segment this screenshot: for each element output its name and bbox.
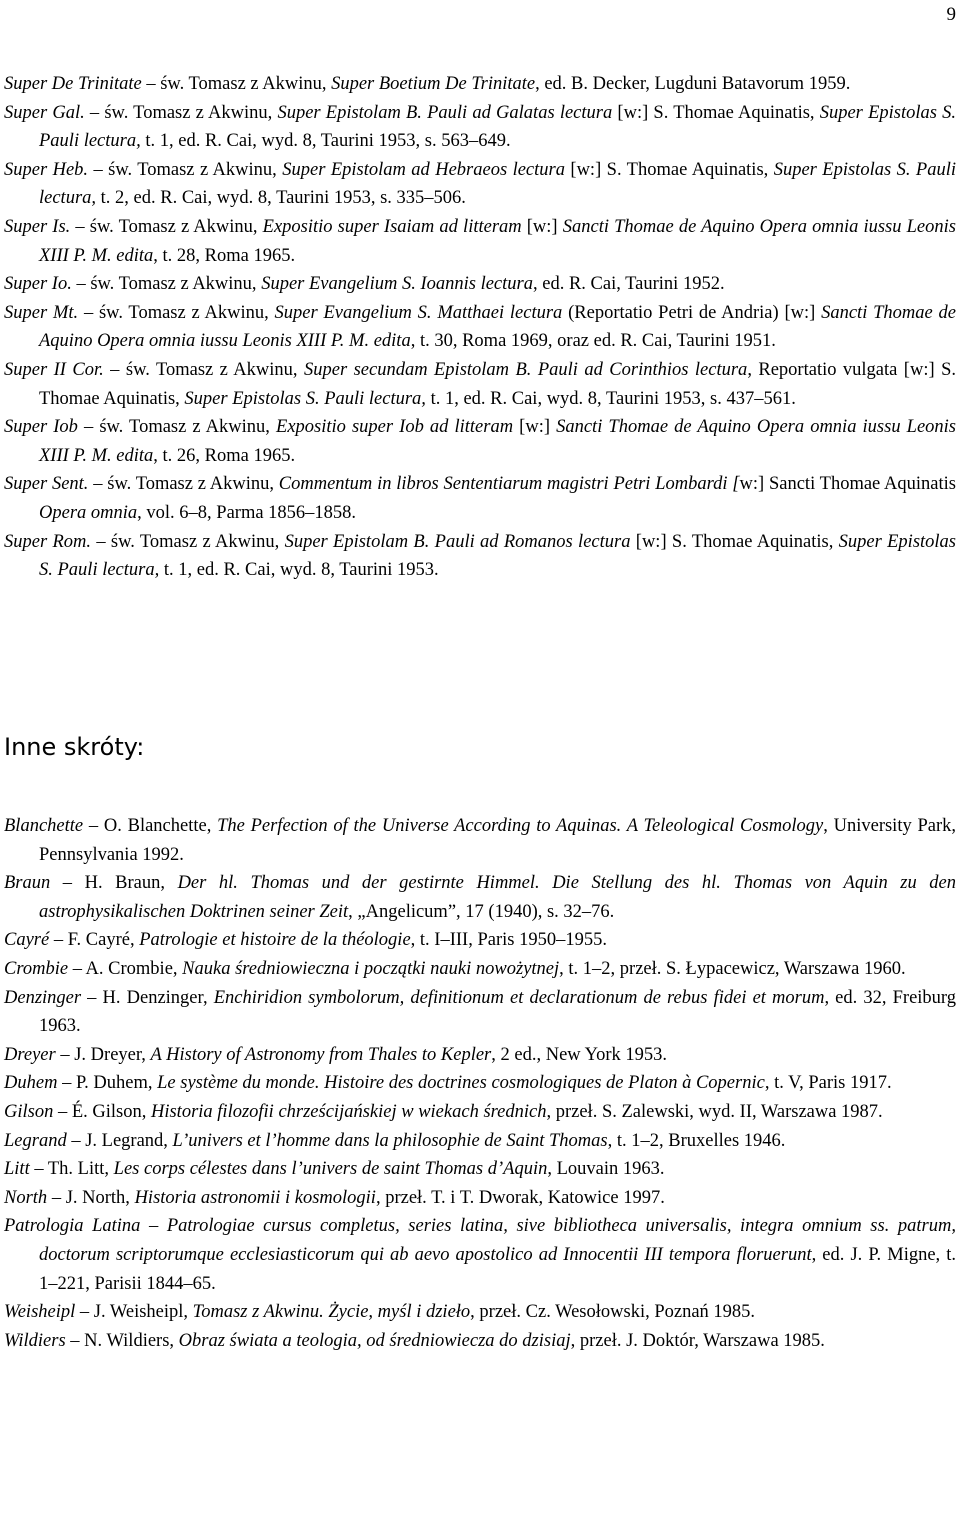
entry-text: , t. 1–2, przeł. S. Łypacewicz, Warszawa 1960. [559, 958, 906, 979]
entry-key: Patrologia Latina [4, 1216, 141, 1237]
bibliography-entry [4, 270, 956, 299]
other-abbreviation-list [4, 812, 956, 1355]
entry-text: , przeł. Cz. Wesołowski, Poznań 1985. [470, 1302, 756, 1323]
entry-text: – H. Denzinger, [81, 987, 214, 1008]
entry-title: Super Epistolas S. Pauli lectura, [184, 388, 426, 409]
entry-title: Historia astronomii i kosmologii [134, 1187, 376, 1208]
entry-title: Super Epistolam ad Hebraeos lectura [282, 159, 565, 180]
entry-title: Expositio super Isaiam ad litteram [262, 216, 522, 237]
entry-text: – F. Cayré, [49, 930, 140, 951]
entry-text: , Louvain 1963. [547, 1159, 665, 1180]
entry-title: Super Epistolas S. Pauli lectura, [39, 531, 956, 581]
bibliography-entry [4, 356, 956, 413]
entry-title: The Perfection of the Universe According to Aquinas. A Teleological Cosmology [217, 816, 824, 836]
entry-key: Super Rom. [4, 531, 92, 552]
entry-key: Cayré [4, 930, 50, 951]
entry-text: , ed. R. Cai, Taurini 1952. [533, 274, 725, 295]
bibliography-entry [4, 413, 956, 470]
entry-key: Blanchette [4, 816, 84, 836]
entry-title: Sancti Thomae de Aquino Opera omnia iussu Leonis XIII P. M. edita [39, 302, 956, 352]
entry-key: Braun [4, 873, 51, 894]
entry-title: Super Evangelium S. Matthaei lectura [274, 302, 563, 323]
entry-title: Les corps célestes dans l’univers de saint Thomas d’Aquin [113, 1159, 548, 1180]
entry-text: – A. Crombie, [68, 958, 183, 979]
entry-key: Litt [4, 1159, 30, 1180]
entry-text: t. 1, ed. R. Cai, wyd. 8, Taurini 1953. [159, 560, 439, 581]
entry-text: , ed. 32, Freiburg 1963. [39, 987, 956, 1037]
bibliography-entry [4, 1327, 956, 1356]
entry-text: , t. V, Paris 1917. [764, 1073, 892, 1094]
entry-title: Tomasz z Akwinu. Życie, myśl i dzieło [192, 1302, 471, 1323]
page-number: 9 [946, 4, 956, 25]
entry-text: – św. Tomasz z Akwinu, [71, 274, 262, 295]
entry-title: Enchiridion symbolorum, definitionum et declarationum de rebus fidei et morum [213, 987, 825, 1008]
entry-text: , 2 ed., New York 1953. [491, 1044, 667, 1065]
entry-text: [w:] [521, 216, 563, 237]
entry-key: Super Heb. [4, 159, 89, 180]
entry-title: Le système du monde. Histoire des doctrines cosmologiques de Platon à Copernic [157, 1073, 765, 1094]
entry-text: – J. Legrand, [66, 1130, 173, 1151]
entry-text: – O. Blanchette, [83, 816, 218, 836]
entry-key: North [4, 1187, 48, 1208]
entry-text: [w:] [513, 417, 557, 438]
entry-text: – [140, 1216, 167, 1237]
entry-title: A History of Astronomy from Thales to Kepler [150, 1044, 492, 1065]
bibliography-entry [4, 470, 956, 527]
entry-text: – É. Gilson, [53, 1101, 151, 1122]
entry-text: [w:] S. Thomae Aquinatis, [612, 102, 820, 123]
entry-title: Nauka średniowieczna i początki nauki nowożytnej [182, 958, 560, 979]
bibliography-entry [4, 70, 956, 99]
entry-text: – J. North, [47, 1187, 135, 1208]
entry-text: – św. Tomasz z Akwinu, [103, 359, 304, 380]
entry-key: Super II Cor. [4, 359, 104, 380]
entry-text: , ed. J. P. Migne, t. 1–221, Parisii 1844–65. [39, 1244, 956, 1294]
abbreviation-list [4, 70, 956, 585]
bibliography-entry [4, 1298, 956, 1327]
entry-text: , t. 28, Roma 1965. [153, 245, 296, 266]
bibliography-entry [4, 984, 956, 1041]
bibliography-entry [4, 926, 956, 955]
bibliography-entry [4, 299, 956, 356]
entry-title: Super Boetium De Trinitate [331, 74, 536, 94]
entry-key: Super Sent. [4, 474, 89, 495]
bibliography-entry [4, 1212, 956, 1298]
bibliography-entry [4, 1069, 956, 1098]
entry-text: t. 1, ed. R. Cai, wyd. 8, Taurini 1953, s. 437–561. [425, 388, 796, 409]
entry-key: Legrand [4, 1130, 67, 1151]
bibliography-entry [4, 869, 956, 926]
entry-title: Der hl. Thomas und der gestirnte Himmel. Die Stellung des hl. Thomas von Aquin zu den astrophysikalischen Doktrinen seiner Zeit [39, 873, 957, 922]
entry-text: , przeł. S. Zalewski, wyd. II, Warszawa 1987. [546, 1101, 883, 1122]
bibliography-entry [4, 955, 956, 984]
bibliography-entry [4, 156, 956, 213]
entry-text: t. 2, ed. R. Cai, wyd. 8, Taurini 1953, s. 335–506. [96, 188, 466, 209]
entry-text: – św. Tomasz z Akwinu, [141, 74, 332, 94]
entry-key: Super Io. [4, 274, 72, 295]
bibliography-entry [4, 812, 956, 869]
entry-key: Dreyer [4, 1044, 56, 1065]
entry-key: Gilson [4, 1101, 54, 1122]
entry-text: – św. Tomasz z Akwinu, [88, 474, 279, 495]
entry-text: – św. Tomasz z Akwinu, [91, 531, 285, 552]
bibliography-entry [4, 213, 956, 270]
entry-text: – J. Weisheipl, [75, 1302, 193, 1323]
bibliography-entry [4, 528, 956, 585]
bibliography-entry [4, 1041, 956, 1070]
entry-title: Sancti Thomae de Aquino Opera omnia iussu Leonis XIII P. M. edita [39, 216, 956, 266]
entry-text: , ed. B. Decker, Lugduni Batavorum 1959. [535, 74, 851, 94]
entry-title: Super Epistolam B. Pauli ad Galatas lectura [277, 102, 613, 123]
entry-text: , t. 30, Roma 1969, oraz ed. R. Cai, Taurini 1951. [410, 331, 776, 352]
entry-key: Super Iob [4, 417, 78, 438]
entry-key: Denzinger [4, 987, 82, 1008]
entry-text: – P. Duhem, [57, 1073, 158, 1094]
entry-text: – J. Dreyer, [55, 1044, 151, 1065]
entry-title: Super secundam Epistolam B. Pauli ad Corinthios lectura [303, 359, 748, 380]
entry-text: (Reportatio Petri de Andria) [w:] [562, 302, 822, 323]
entry-text: – św. Tomasz z Akwinu, [88, 159, 283, 180]
entry-key: Super Gal. [4, 102, 85, 123]
bibliography-entry [4, 99, 956, 156]
entry-key: Super Is. [4, 216, 71, 237]
entry-title: Super Epistolas S. Pauli lectura, [39, 159, 956, 209]
entry-key: Super Mt. [4, 302, 79, 323]
entry-title: Commentum in libros Sententiarum magistri Petri Lombardi [ [278, 474, 740, 495]
entry-title: Patrologiae cursus completus, series latina, sive bibliotheca universalis, integra omnium ss. patrum, doctorum scriptorumque ecclesiasticorum qui ab aevo apostolico ad Innocentii III tempora floruerunt [39, 1216, 956, 1265]
entry-title: Super Evangelium S. Ioannis lectura [261, 274, 533, 295]
entry-title: Expositio super Iob ad litteram [276, 417, 514, 438]
entry-text: [w:] S. Thomae Aquinatis, [564, 159, 774, 180]
entry-text: , t. 26, Roma 1965. [153, 445, 296, 466]
entry-text: [w:] S. Thomae Aquinatis, [630, 531, 839, 552]
entry-title: L’univers et l’homme dans la philosophie de Saint Thomas [172, 1130, 608, 1151]
entry-text: – św. Tomasz z Akwinu, [70, 216, 263, 237]
entry-title: Opera omnia [39, 502, 138, 523]
section-heading: Inne skróty: [4, 733, 145, 761]
entry-text: t. 1, ed. R. Cai, wyd. 8, Taurini 1953, s. 563–649. [140, 131, 511, 152]
entry-text: , University Park, Pennsylvania 1992. [39, 816, 957, 865]
entry-text: , t. I–III, Paris 1950–1955. [410, 930, 607, 951]
entry-text: – H. Braun, [50, 873, 178, 894]
entry-title: Patrologie et histoire de la théologie [139, 930, 411, 951]
entry-title: Historia filozofii chrześcijańskiej w wiekach średnich [150, 1101, 547, 1122]
entry-text: , „Angelicum”, 17 (1940), s. 32–76. [348, 901, 615, 922]
entry-text: , Reportatio vulgata [w:] S. Thomae Aquinatis, [39, 359, 956, 409]
entry-title: Sancti Thomae de Aquino Opera omnia iussu Leonis XIII P. M. edita [39, 417, 956, 466]
entry-title: Super Epistolas S. Pauli lectura, [39, 102, 956, 152]
entry-text: , przeł. J. Doktór, Warszawa 1985. [570, 1330, 825, 1351]
entry-key: Duhem [4, 1073, 58, 1094]
entry-key: Crombie [4, 958, 69, 979]
entry-text: – Th. Litt, [29, 1159, 114, 1180]
entry-text: , przeł. T. i T. Dworak, Katowice 1997. [375, 1187, 665, 1208]
entry-text: , t. 1–2, Bruxelles 1946. [607, 1130, 786, 1151]
bibliography-entry [4, 1127, 956, 1156]
entry-key: Weisheipl [4, 1302, 76, 1323]
entry-text: – św. Tomasz z Akwinu, [77, 417, 277, 438]
entry-text: – św. Tomasz z Akwinu, [84, 102, 278, 123]
entry-key: Wildiers [4, 1330, 66, 1351]
entry-text: , vol. 6–8, Parma 1856–1858. [137, 502, 357, 523]
entry-title: Super Epistolam B. Pauli ad Romanos lectura [284, 531, 631, 552]
entry-key: Super De Trinitate [4, 74, 142, 94]
entry-text: – N. Wildiers, [65, 1330, 179, 1351]
entry-text: – św. Tomasz z Akwinu, [78, 302, 275, 323]
entry-text: w:] Sancti Thomae Aquinatis [739, 474, 956, 495]
bibliography-entry [4, 1184, 956, 1213]
bibliography-entry [4, 1155, 956, 1184]
bibliography-entry [4, 1098, 956, 1127]
entry-title: Obraz świata a teologia, od średniowiecza do dzisiaj [178, 1330, 571, 1351]
